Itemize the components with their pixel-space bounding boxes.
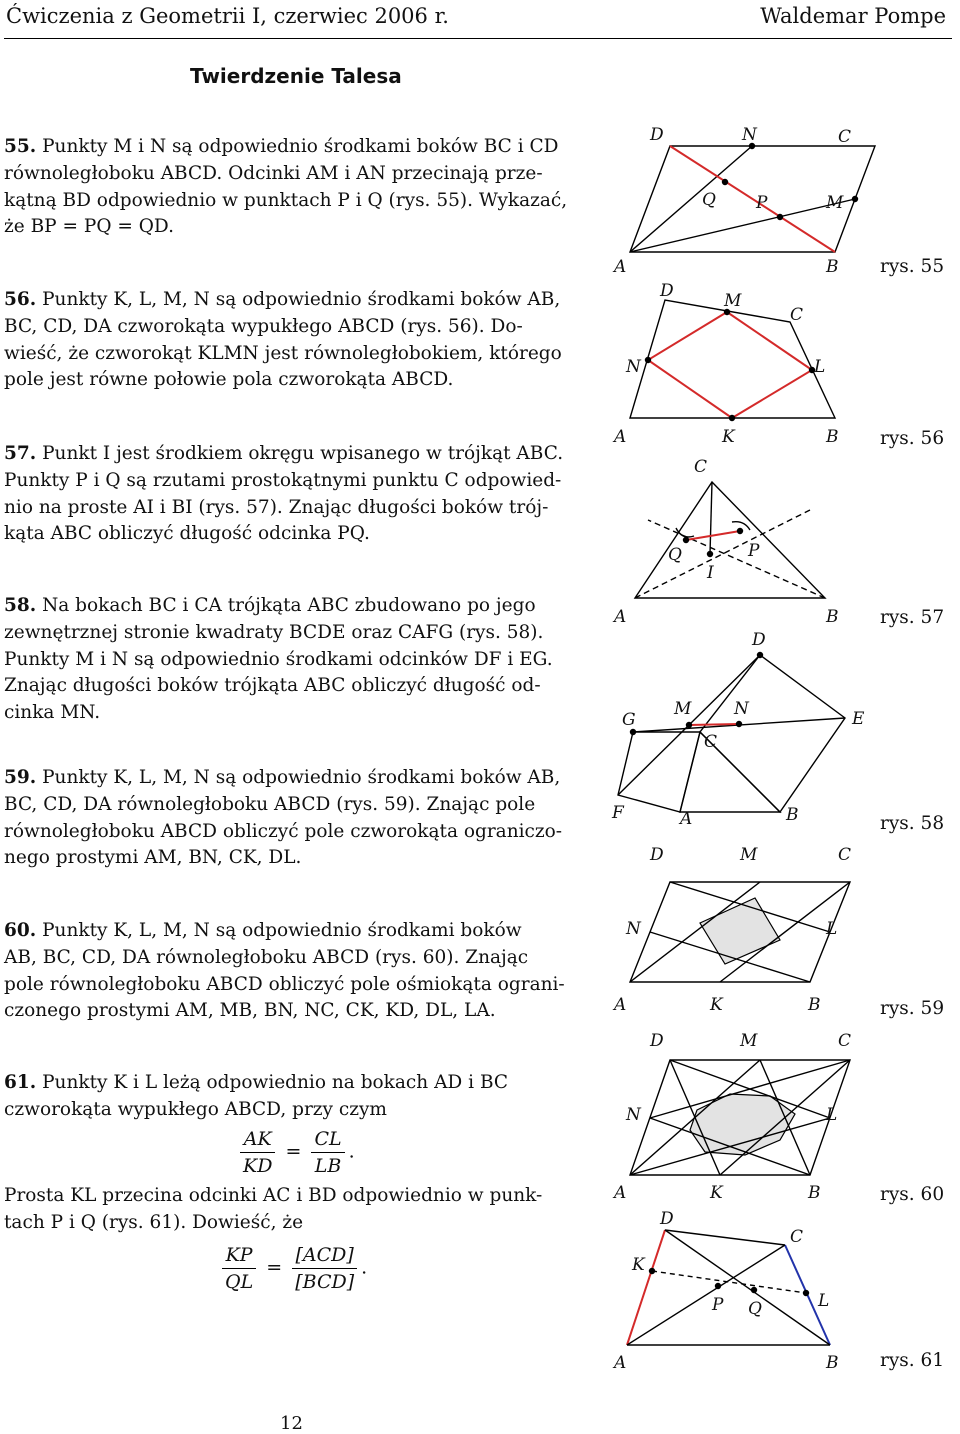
triangle-abc bbox=[635, 482, 825, 598]
label-f: F bbox=[612, 803, 624, 823]
point-g bbox=[631, 730, 636, 735]
page-number: 12 bbox=[280, 1413, 303, 1434]
problem-line: Punkty K, L, M, N są odpowiednio środkami boków AB, bbox=[42, 767, 561, 788]
label-m: M bbox=[740, 845, 758, 865]
problem-line: Punkty M i N są odpowiednio środkami odcinków DF i EG. bbox=[4, 648, 553, 670]
equals-sign: = bbox=[266, 1256, 283, 1279]
point-m bbox=[853, 197, 858, 202]
problem-line: że BP = PQ = QD. bbox=[4, 216, 174, 238]
caption-rys61: rys. 61 bbox=[880, 1350, 945, 1371]
numerator: AK bbox=[240, 1126, 275, 1153]
label-q: Q bbox=[668, 545, 682, 565]
problem-line: Punkty K i L leżą odpowiednio na bokach AD i BC bbox=[42, 1072, 509, 1093]
label-d: D bbox=[650, 125, 664, 145]
point-i bbox=[708, 552, 713, 557]
line-ai bbox=[635, 510, 810, 598]
point-k bbox=[730, 416, 735, 421]
label-b: B bbox=[786, 805, 799, 825]
problem-number: 55. bbox=[4, 136, 37, 157]
caption-rys58: rys. 58 bbox=[880, 813, 945, 834]
label-m: M bbox=[674, 699, 692, 719]
label-d: D bbox=[660, 1209, 674, 1229]
shaded-quadrilateral bbox=[700, 898, 780, 964]
label-a: A bbox=[614, 995, 627, 1015]
label-c: C bbox=[790, 305, 804, 325]
numerator: CL bbox=[311, 1126, 344, 1153]
problem-line: nego prostymi AM, BN, CK, DL. bbox=[4, 847, 302, 869]
numerator: [ACD] bbox=[292, 1242, 357, 1269]
point-p bbox=[716, 1284, 721, 1289]
point-q bbox=[684, 538, 689, 543]
figure-rys60 bbox=[630, 1060, 850, 1175]
label-m: M bbox=[740, 1031, 758, 1051]
denominator: KD bbox=[243, 1155, 273, 1177]
label-p: P bbox=[756, 193, 768, 213]
problem-line: pole równoległoboku ABCD obliczyć pole ośmiokąta ograni- bbox=[4, 973, 565, 995]
problem-line: Prosta KL przecina odcinki AC i BD odpowiednio w punk- bbox=[4, 1185, 543, 1206]
label-a: A bbox=[680, 809, 693, 829]
label-c: C bbox=[790, 1227, 804, 1247]
problem-number: 58. bbox=[4, 595, 37, 616]
caption-rys56: rys. 56 bbox=[880, 428, 945, 449]
point-n bbox=[737, 722, 742, 727]
point-n bbox=[646, 358, 651, 363]
period: . bbox=[361, 1256, 368, 1279]
point-p bbox=[738, 529, 743, 534]
problem-line: Punkt I jest środkiem okręgu wpisanego w trójkąt ABC. bbox=[42, 443, 564, 464]
point-q bbox=[752, 1288, 757, 1293]
caption-rys60: rys. 60 bbox=[880, 1184, 945, 1205]
denominator: [BCD] bbox=[295, 1271, 355, 1293]
problem-number: 56. bbox=[4, 289, 37, 310]
period: . bbox=[348, 1140, 355, 1163]
problem-number: 57. bbox=[4, 443, 37, 464]
label-n: N bbox=[626, 357, 641, 377]
label-d: D bbox=[650, 845, 664, 865]
point-m bbox=[687, 723, 692, 728]
point-d bbox=[758, 653, 763, 658]
problem-number: 61. bbox=[4, 1072, 37, 1093]
label-b: B bbox=[826, 257, 839, 277]
label-q: Q bbox=[748, 1299, 762, 1319]
problem-line: AB, BC, CD, DA równoległoboku ABCD (rys. 60). Znając bbox=[4, 946, 529, 968]
label-a: A bbox=[614, 1353, 627, 1373]
problem-line: czworokąta wypukłego ABCD, przy czym bbox=[4, 1098, 387, 1120]
problem-line: Znając długości boków trójkąta ABC obliczyć długość od- bbox=[4, 675, 541, 697]
label-k: K bbox=[632, 1255, 645, 1275]
label-n: N bbox=[626, 1105, 641, 1125]
label-b: B bbox=[826, 607, 839, 627]
label-a: A bbox=[614, 1183, 627, 1203]
figure-rys57 bbox=[635, 482, 825, 598]
figure-rys61 bbox=[627, 1230, 830, 1345]
label-b: B bbox=[808, 1183, 821, 1203]
numerator: KP bbox=[222, 1242, 256, 1269]
problem-line: kąta ABC obliczyć długość odcinka PQ. bbox=[4, 523, 370, 545]
segment-pq bbox=[686, 531, 740, 540]
problem-line: równoległoboku ABCD. Odcinki AM i AN przecinają prze- bbox=[4, 162, 543, 184]
problem-line: Na bokach BC i CA trójkąta ABC zbudowano po jego bbox=[42, 595, 536, 616]
problem-line: Punkty M i N są odpowiednio środkami boków BC i CD bbox=[42, 136, 559, 157]
label-k: K bbox=[710, 1183, 723, 1203]
triangle-abc bbox=[680, 732, 780, 812]
label-a: A bbox=[614, 607, 627, 627]
problem-line: pole jest równe połowie pola czworokąta ABCD. bbox=[4, 369, 454, 391]
problem-line: tach P i Q (rys. 61). Dowieść, że bbox=[4, 1211, 304, 1233]
label-i: I bbox=[707, 563, 714, 583]
problem-line: Punkty K, L, M, N są odpowiednio środkami boków bbox=[42, 920, 522, 941]
caption-rys55: rys. 55 bbox=[880, 256, 945, 277]
label-e: E bbox=[852, 709, 865, 729]
problem-line: nio na proste AI i BI (rys. 57). Znając długości boków trój- bbox=[4, 496, 549, 518]
label-c: C bbox=[838, 1031, 852, 1051]
figure-rys56 bbox=[630, 300, 835, 421]
label-m: M bbox=[826, 193, 844, 213]
problem-line: wieść, że czworokąt KLMN jest równoległobokiem, którego bbox=[4, 342, 562, 364]
label-k: K bbox=[722, 427, 735, 447]
label-q: Q bbox=[702, 190, 716, 210]
figure-rys59 bbox=[630, 882, 850, 982]
label-l: L bbox=[826, 919, 838, 939]
label-n: N bbox=[626, 919, 641, 939]
problem-line: Punkty P i Q są rzutami prostokątnymi punktu C odpowied- bbox=[4, 469, 562, 491]
label-b: B bbox=[808, 995, 821, 1015]
label-l: L bbox=[814, 357, 826, 377]
figure-rys58 bbox=[618, 653, 845, 813]
label-b: B bbox=[826, 427, 839, 447]
point-k bbox=[650, 1269, 655, 1274]
segment-an bbox=[630, 146, 752, 252]
label-g: G bbox=[622, 710, 636, 730]
side-ad bbox=[627, 1230, 665, 1345]
problem-line: czonego prostymi AM, MB, BN, NC, CK, KD, DL, LA. bbox=[4, 1000, 496, 1022]
label-n: N bbox=[742, 125, 757, 145]
diagonal-bd bbox=[665, 1230, 830, 1345]
caption-rys59: rys. 59 bbox=[880, 998, 945, 1019]
label-c: C bbox=[838, 845, 852, 865]
label-a: A bbox=[614, 427, 627, 447]
label-b: B bbox=[826, 1353, 839, 1373]
point-p bbox=[778, 215, 783, 220]
problem-line: kątną BD odpowiednio w punktach P i Q (rys. 55). Wykazać, bbox=[4, 189, 568, 211]
denominator: LB bbox=[314, 1155, 342, 1177]
label-n: N bbox=[734, 699, 749, 719]
quadrilateral-abcd bbox=[630, 300, 835, 418]
segment-ci bbox=[710, 482, 712, 554]
label-k: K bbox=[710, 995, 723, 1015]
square-cafg bbox=[618, 732, 700, 812]
label-m: M bbox=[724, 291, 742, 311]
problem-line: zewnętrznej stronie kwadraty BCDE oraz CAFG (rys. 58). bbox=[4, 621, 544, 643]
problem-number: 60. bbox=[4, 920, 37, 941]
point-l bbox=[804, 1291, 809, 1296]
label-l: L bbox=[826, 1105, 838, 1125]
header-right: Waldemar Pompe bbox=[760, 4, 946, 28]
problem-line: BC, CD, DA równoległoboku ABCD (rys. 59). Znając pole bbox=[4, 793, 536, 815]
section-title: Twierdzenie Talesa bbox=[190, 64, 402, 88]
diagonal-ac bbox=[627, 1245, 785, 1345]
problem-number: 59. bbox=[4, 767, 37, 788]
caption-rys57: rys. 57 bbox=[880, 607, 945, 628]
point-q bbox=[723, 180, 728, 185]
label-d: D bbox=[650, 1031, 664, 1051]
label-a: A bbox=[614, 257, 627, 277]
denominator: QL bbox=[225, 1271, 254, 1293]
label-d: D bbox=[752, 630, 766, 650]
label-p: P bbox=[712, 1295, 724, 1315]
label-l: L bbox=[818, 1291, 830, 1311]
problem-line: cinka MN. bbox=[4, 702, 101, 724]
label-c: C bbox=[838, 127, 852, 147]
label-c: C bbox=[694, 457, 708, 477]
label-c: C bbox=[704, 732, 718, 752]
parallelogram-klmn bbox=[648, 312, 812, 418]
label-p: P bbox=[748, 541, 760, 561]
segment-mn bbox=[689, 724, 739, 725]
problem-line: Punkty K, L, M, N są odpowiednio środkami boków AB, bbox=[42, 289, 561, 310]
problem-line: BC, CD, DA czworokąta wypukłego ABCD (rys. 56). Do- bbox=[4, 315, 523, 337]
label-d: D bbox=[660, 281, 674, 301]
equals-sign: = bbox=[285, 1140, 302, 1163]
problem-line: równoległoboku ABCD obliczyć pole czworokąta ograniczo- bbox=[4, 820, 563, 842]
square-bcde bbox=[700, 655, 845, 812]
header-left: Ćwiczenia z Geometrii I, czerwiec 2006 r. bbox=[6, 4, 449, 28]
